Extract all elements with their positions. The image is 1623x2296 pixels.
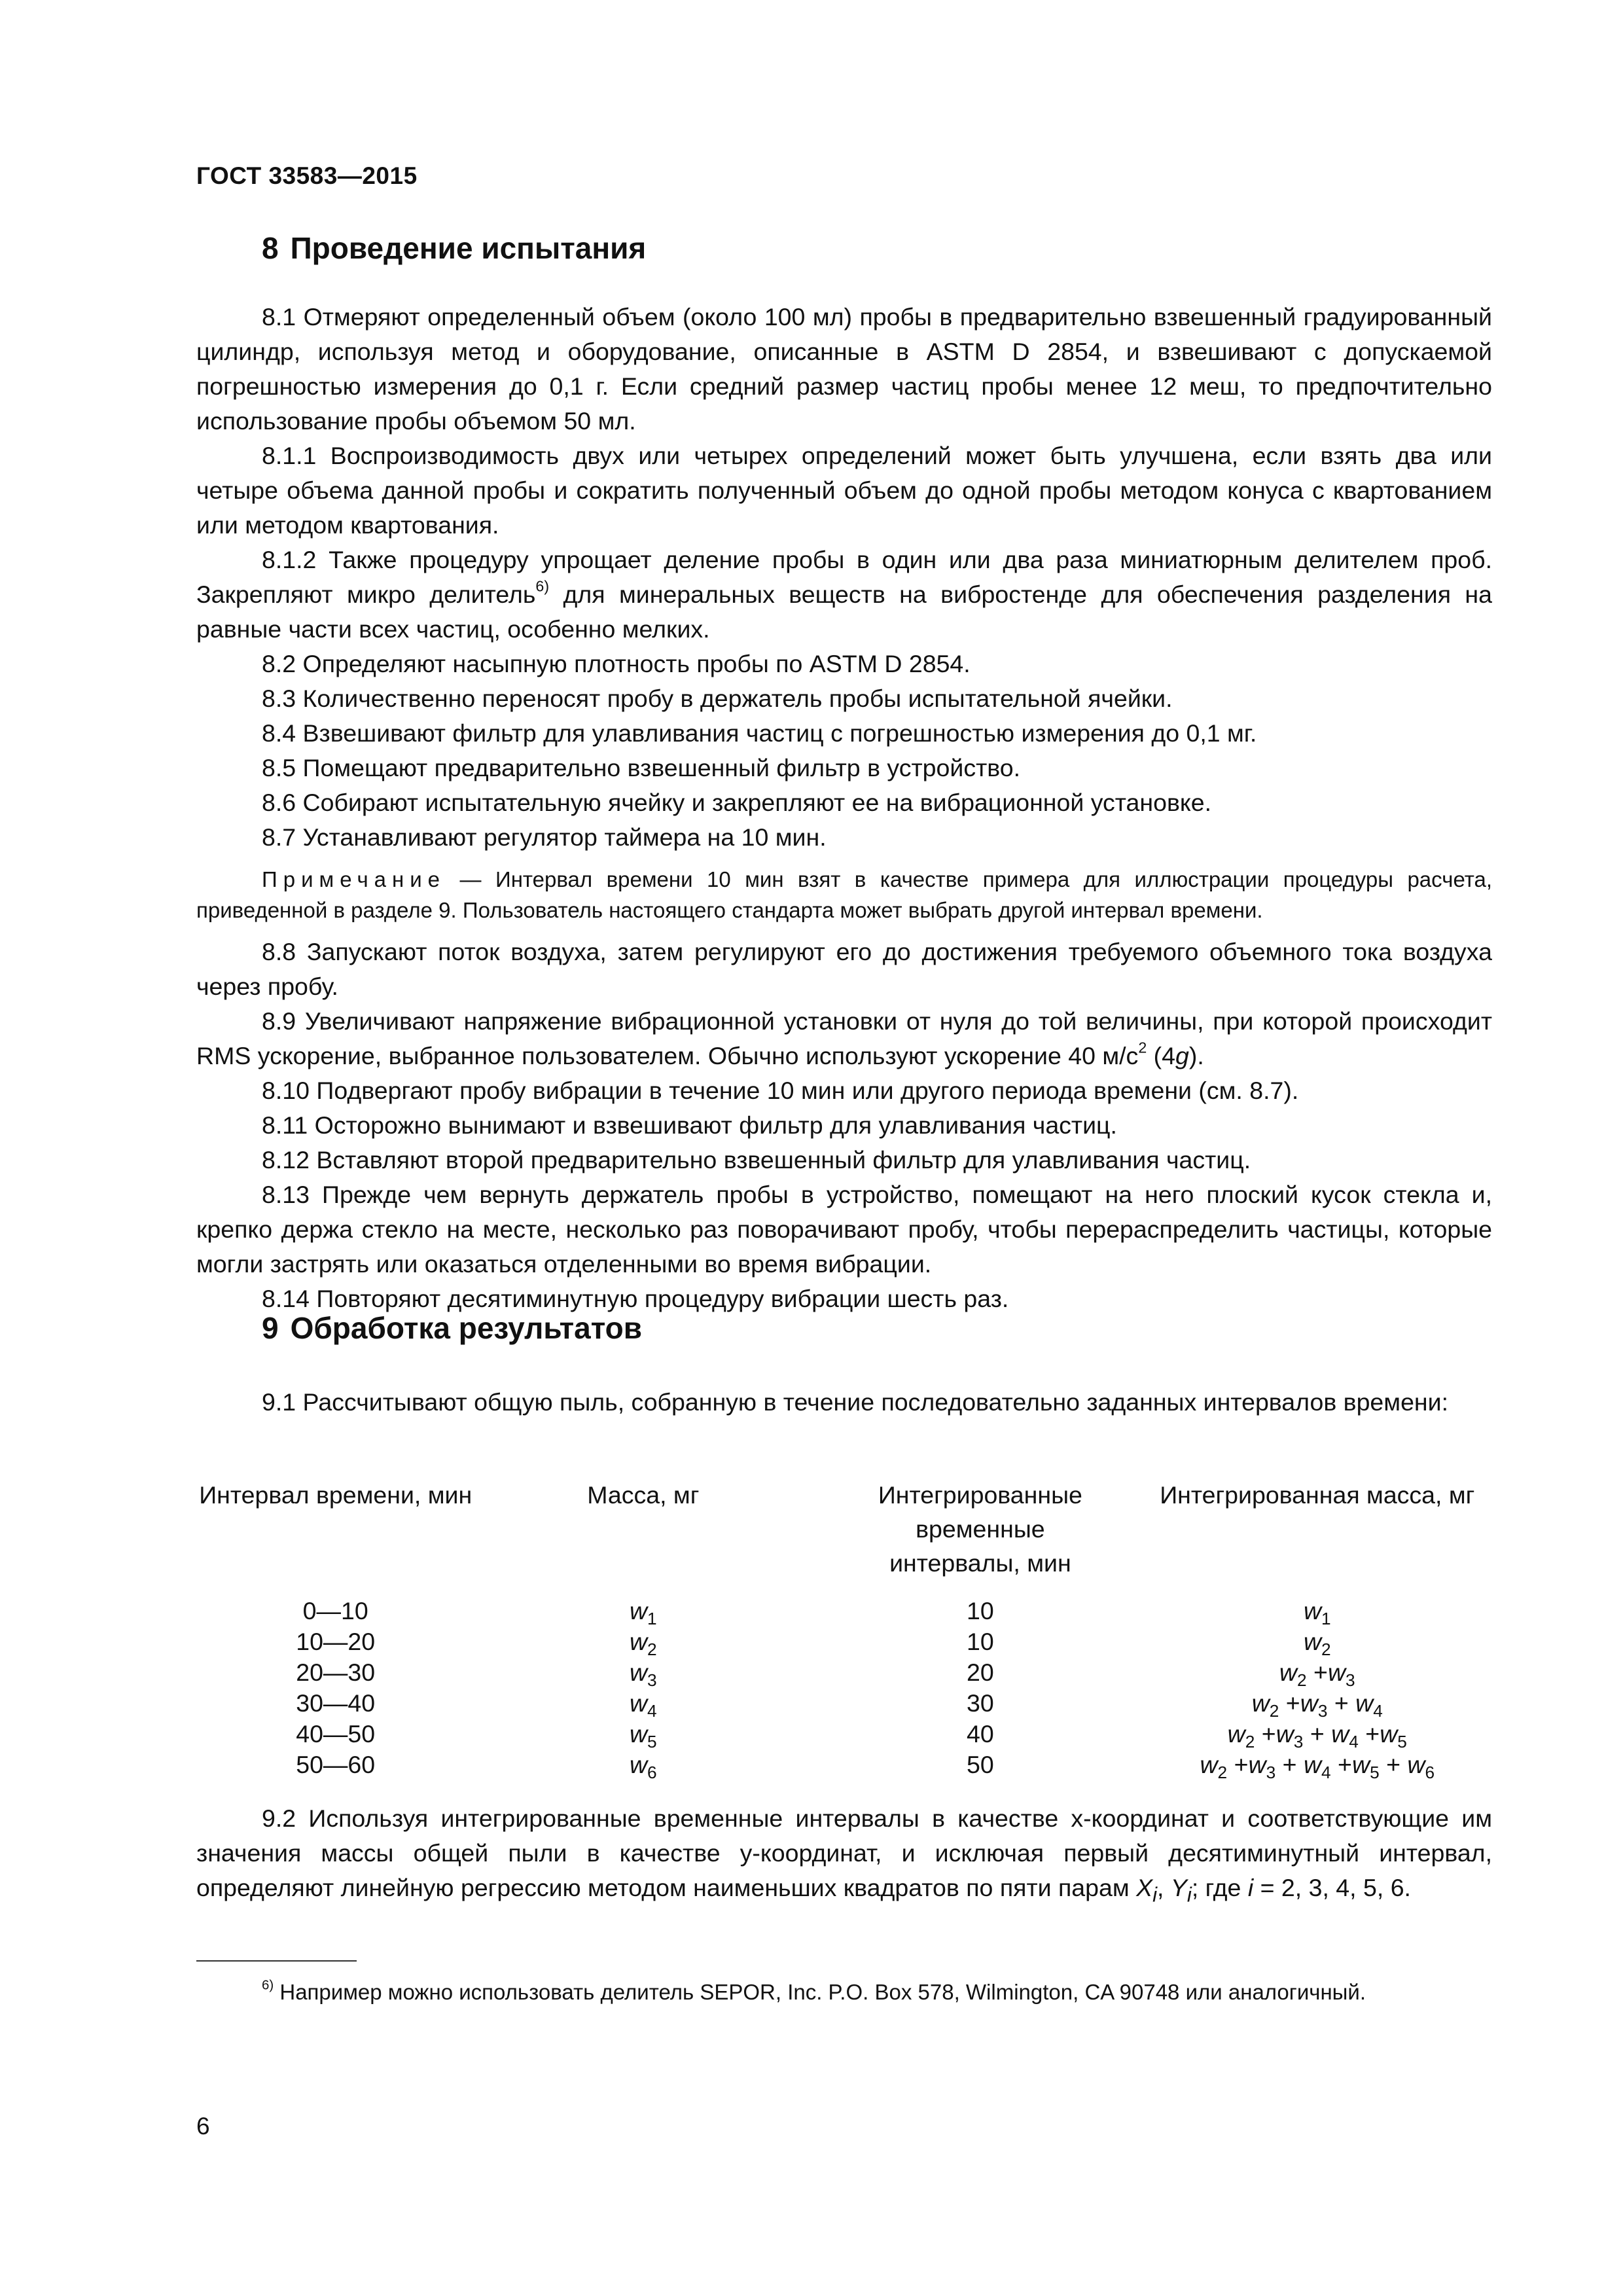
paragraph-9-2-part2: ; где: [1191, 1874, 1248, 1901]
paragraph-8-11: 8.11 Осторожно вынимают и взвешивают фильтр для улавливания частиц.: [262, 1111, 1117, 1139]
note-text: — Интервал времени 10 мин взят в качестве примера для иллюстрации процедуры расчета, приведенной в разделе 9. Пользователь настоящего стандарта может выбрать другой интервал времени.: [196, 867, 1492, 922]
paragraph-8-1-2-part1: 8.1.2 Также процедуру упрощает деление пробы в один или два раза миниатюрным делителем проб. Закрепляют микро делитель: [196, 546, 1492, 608]
section-8-body: [196, 300, 1492, 1316]
footnote-6: [196, 1977, 1492, 2007]
note-label: Примечание: [262, 867, 446, 891]
xy-coordinates: $X_i$, $Y_i$: [1136, 1874, 1192, 1907]
cell-interval: 50—60: [296, 1751, 376, 1778]
paragraph-9-1: 9.1 Рассчитывают общую пыль, собранную в течение последовательно заданных интервалов времени:: [262, 1388, 1449, 1416]
cell-mass: $w_6$: [629, 1751, 657, 1782]
cell-interval: 40—50: [296, 1720, 376, 1748]
cell-integrated-mass: $w_2 +w_3 + w_4 +w_5$: [1227, 1720, 1407, 1751]
paragraph-8-4: 8.4 Взвешивают фильтр для улавливания частиц с погрешностью измерения до 0,1 мг.: [262, 719, 1257, 747]
cell-interval: 20—30: [296, 1659, 376, 1686]
cell-mass: $w_5$: [629, 1720, 657, 1751]
cell-mass: $w_2$: [629, 1628, 657, 1659]
paragraph-8-5: 8.5 Помещают предварительно взвешенный фильтр в устройство.: [262, 754, 1021, 781]
cell-integrated-mass: $w_1$: [1303, 1597, 1331, 1628]
cell-mass: $w_1$: [629, 1597, 657, 1628]
paragraph-8-13: 8.13 Прежде чем вернуть держатель пробы в устройство, помещают на него плоский кусок стекла и, крепко держа стекло на месте, несколько раз поворачивают пробу, чтобы перераспределить частицы, которые могли застрять или оказаться отделенными во время вибрации.: [196, 1181, 1492, 1278]
footnote-divider: [196, 1960, 357, 1962]
footnote-text: Например можно использовать делитель SEPOR, Inc. P.O. Box 578, Wilmington, CA 90748 или аналогичный.: [274, 1980, 1366, 2004]
paragraph-8-1-2-part2: для минеральных веществ на вибростенде для обеспечения разделения на равные части всех частиц, особенно мелких.: [196, 581, 1492, 643]
results-table: [196, 1478, 1492, 1780]
paragraph-9-1-block: [196, 1385, 1492, 1420]
paragraph-8-3: 8.3 Количественно переносят пробу в держатель пробы испытательной ячейки.: [262, 685, 1173, 712]
section-8-title: Проведение испытания: [290, 231, 647, 265]
cell-integrated-mass: $w_2 +w_3 + w_4 +w_5 + w_6$: [1200, 1751, 1435, 1782]
page-number: 6: [196, 2113, 210, 2140]
table-row: [196, 1596, 1492, 1626]
cell-integrated-interval: 10: [967, 1597, 994, 1624]
paragraph-8-8: 8.8 Запускают поток воздуха, затем регулируют его до достижения требуемого объемного тока воздуха через пробу.: [196, 938, 1492, 1000]
paragraph-9-2: [196, 1801, 1492, 1912]
paragraph-8-9-part1: 8.9 Увеличивают напряжение вибрационной установки от нуля до той величины, при которой происходит RMS ускорение, выбранное пользователем. Обычно используют ускорение 40 м/с: [196, 1007, 1492, 1069]
cell-integrated-interval: 30: [967, 1689, 994, 1717]
cell-interval: 0—10: [302, 1597, 368, 1624]
paragraph-8-9: [196, 1004, 1492, 1073]
cell-mass: $w_3$: [629, 1659, 657, 1690]
table-row: [196, 1688, 1492, 1719]
paragraph-8-9-g-unit: g: [1175, 1042, 1189, 1069]
table-row: [196, 1719, 1492, 1749]
paragraph-8-12: 8.12 Вставляют второй предварительно взвешенный фильтр для улавливания частиц.: [262, 1146, 1251, 1174]
table-header-row: [196, 1478, 1492, 1596]
header-interval: Интервал времени, мин: [199, 1481, 473, 1509]
cell-integrated-mass: $w_2 +w_3$: [1279, 1659, 1355, 1690]
paragraph-8-10: 8.10 Подвергают пробу вибрации в течение 10 мин или другого периода времени (см. 8.7).: [262, 1077, 1299, 1104]
cell-integrated-interval: 10: [967, 1628, 994, 1655]
paragraph-8-1-2: [196, 543, 1492, 647]
paragraph-8-9-part3: ).: [1188, 1042, 1204, 1069]
table-row: [196, 1749, 1492, 1780]
paragraph-8-9-part2: (4: [1147, 1042, 1176, 1069]
cell-interval: 10—20: [296, 1628, 376, 1655]
paragraph-8-1: 8.1 Отмеряют определенный объем (около 100 мл) пробы в предварительно взвешенный градуированный цилиндр, используя метод и оборудование, описанные в ASTM D 2854, и взвешивают с допускаемой погрешностью измерения до 0,1 г. Если средний размер частиц пробы менее 12 меш, то предпочтительно использование пробы объемом 50 мл.: [196, 303, 1492, 435]
section-9-title: Обработка результатов: [290, 1311, 642, 1345]
paragraph-8-2: 8.2 Определяют насыпную плотность пробы по ASTM D 2854.: [262, 650, 971, 677]
section-9-number: 9: [262, 1311, 279, 1345]
footnote-ref-6[interactable]: 6): [535, 577, 550, 595]
cell-interval: 30—40: [296, 1689, 376, 1717]
table-row: [196, 1626, 1492, 1657]
header-integrated-mass: Интегрированная масса, мг: [1160, 1481, 1475, 1509]
section-8-heading: [262, 230, 646, 266]
header-integrated-interval: Интегрированные временные интервалы, мин: [878, 1481, 1082, 1577]
cell-integrated-mass: $w_2 +w_3 + w_4$: [1251, 1689, 1383, 1721]
cell-integrated-mass: $w_2$: [1303, 1628, 1331, 1659]
paragraph-8-6: 8.6 Собирают испытательную ячейку и закрепляют ее на вибрационной установке.: [262, 789, 1211, 816]
document-id: ГОСТ 33583—2015: [196, 162, 418, 189]
cell-integrated-interval: 50: [967, 1751, 994, 1778]
section-9-heading: [262, 1310, 642, 1346]
note: [196, 864, 1492, 925]
index-values: i = 2, 3, 4, 5, 6.: [1247, 1874, 1411, 1901]
cell-mass: $w_4$: [629, 1689, 657, 1721]
paragraph-8-7: 8.7 Устанавливают регулятор таймера на 10 мин.: [262, 823, 827, 851]
paragraph-8-1-1: 8.1.1 Воспроизводимость двух или четырех определений может быть улучшена, если взять два или четыре объема данной пробы и сократить полученный объем до одной пробы методом конуса с квартованием или методом квартования.: [196, 442, 1492, 539]
footnote-marker: 6): [262, 1977, 274, 1993]
section-8-number: 8: [262, 231, 279, 265]
paragraph-9-2-part1: 9.2 Используя интегрированные временные интервалы в качестве x-координат и соответствующие им значения массы общей пыли в качестве y-координат, и исключая первый десятиминутный интервал, определяют линейную регрессию методом наименьших квадратов по пяти парам: [196, 1804, 1492, 1901]
cell-integrated-interval: 40: [967, 1720, 994, 1748]
header-mass: Масса, мг: [587, 1481, 700, 1509]
table-row: [196, 1657, 1492, 1688]
paragraph-8-14: 8.14 Повторяют десятиминутную процедуру вибрации шесть раз.: [262, 1285, 1009, 1312]
paragraph-8-9-exponent: 2: [1138, 1039, 1147, 1056]
paragraph-9-2-block: [196, 1801, 1492, 1912]
cell-integrated-interval: 20: [967, 1659, 994, 1686]
